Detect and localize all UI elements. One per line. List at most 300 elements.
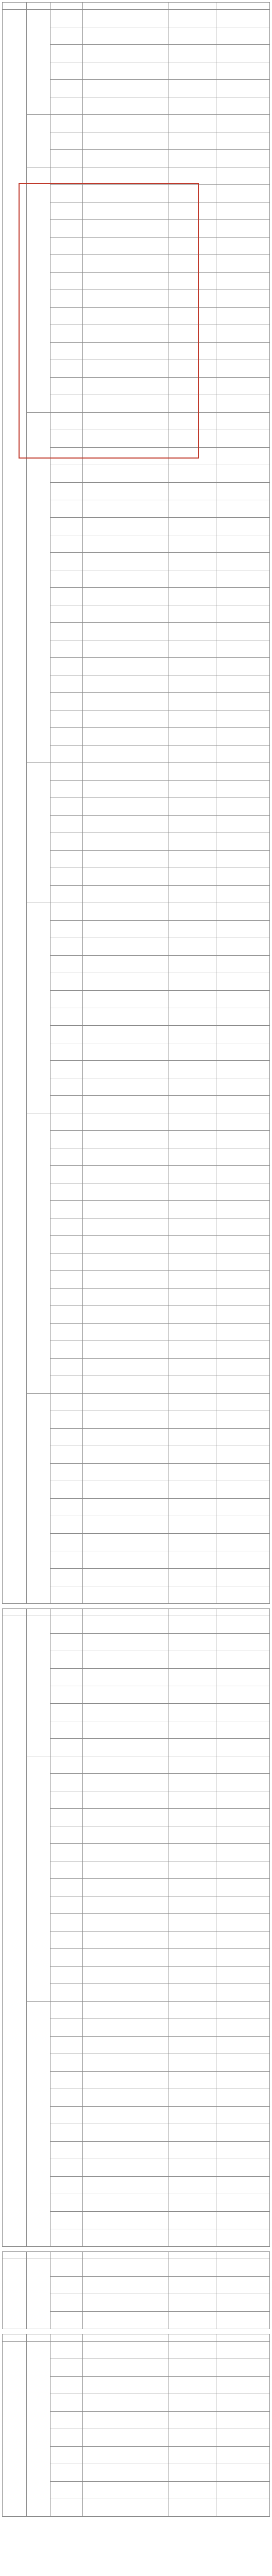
phone-cell [216,2447,270,2464]
phone-cell [216,2072,270,2089]
phone-cell [216,1931,270,1949]
hours-cell [168,1253,216,1271]
name-cell [50,1481,82,1499]
name-cell [50,1534,82,1551]
phone-cell [216,1131,270,1148]
hours-cell [168,360,216,378]
address-cell [82,1826,168,1844]
name-cell [50,1686,82,1704]
phone-cell [216,728,270,745]
hours-cell [168,273,216,290]
address-cell [82,1896,168,1914]
hours-cell [168,1026,216,1043]
name-cell [50,2072,82,2089]
hours-cell [168,2142,216,2159]
phone-cell [216,465,270,483]
phone-cell [216,413,270,430]
name-cell [50,1551,82,1569]
phone-cell [216,1078,270,1096]
name-cell [50,1061,82,1078]
phone-cell [216,1651,270,1669]
name-cell [50,605,82,623]
name-cell [50,220,82,238]
hours-cell [168,255,216,273]
phone-cell [216,781,270,798]
phone-cell [216,693,270,710]
district-cell [26,1616,50,1756]
phone-cell [216,2019,270,2037]
phone-cell [216,2037,270,2054]
phone-cell [216,1774,270,1791]
hours-cell [168,2072,216,2089]
hours-cell [168,1376,216,1394]
name-cell [50,2359,82,2377]
name-cell [50,1914,82,1931]
phone-cell [216,623,270,640]
address-cell [82,1569,168,1586]
name-cell [50,1253,82,1271]
phone-cell [216,150,270,167]
address-cell [82,2054,168,2072]
hours-cell [168,1394,216,1411]
phone-cell [216,886,270,903]
name-cell [50,2294,82,2312]
hours-cell [168,1183,216,1201]
phone-cell [216,2124,270,2142]
address-cell [82,325,168,343]
hours-cell [168,868,216,886]
name-cell [50,710,82,728]
hours-cell [168,833,216,851]
hours-cell [168,1429,216,1446]
name-cell [50,325,82,343]
address-cell [82,1411,168,1429]
phone-cell [216,1394,270,1411]
hours-cell [168,693,216,710]
address-cell [82,2312,168,2329]
address-cell [82,2412,168,2429]
address-cell [82,290,168,308]
hours-cell [168,1201,216,1218]
phone-cell [216,238,270,255]
hours-cell [168,290,216,308]
phone-cell [216,1183,270,1201]
phone-cell [216,2212,270,2229]
phone-cell [216,605,270,623]
name-cell [50,115,82,132]
name-cell [50,500,82,518]
name-cell [50,535,82,553]
phone-cell [216,1809,270,1826]
name-cell [50,132,82,150]
region-cell [3,2342,27,2517]
header-cell [50,2252,82,2259]
header-cell [168,2334,216,2342]
name-cell [50,1026,82,1043]
name-cell [50,1078,82,1096]
phone-cell [216,273,270,290]
phone-cell [216,80,270,97]
name-cell [50,1704,82,1721]
hours-cell [168,851,216,868]
hours-cell [168,605,216,623]
name-cell [50,2259,82,2277]
address-cell [82,1061,168,1078]
phone-cell [216,851,270,868]
address-cell [82,1359,168,1376]
phone-cell [216,1061,270,1078]
address-cell [82,1446,168,1464]
name-cell [50,2212,82,2229]
hours-cell [168,97,216,115]
hours-cell [168,588,216,605]
hours-cell [168,1844,216,1861]
address-cell [82,1043,168,1061]
address-cell [82,1078,168,1096]
address-cell [82,728,168,745]
address-cell [82,2037,168,2054]
section-spacer [3,2329,270,2334]
table-row [3,1394,270,1411]
name-cell [50,1166,82,1183]
name-cell [50,1774,82,1791]
name-cell [50,1113,82,1131]
phone-cell [216,1551,270,1569]
address-cell [82,851,168,868]
hours-cell [168,1008,216,1026]
hours-cell [168,1616,216,1634]
name-cell [50,2177,82,2194]
hours-cell [168,2054,216,2072]
name-cell [50,360,82,378]
address-cell [82,238,168,255]
hours-cell [168,1166,216,1183]
name-cell [50,1306,82,1324]
hours-cell [168,413,216,430]
address-cell [82,150,168,167]
phone-cell [216,745,270,763]
name-cell [50,1183,82,1201]
hours-cell [168,2107,216,2124]
hours-cell [168,1586,216,1604]
address-cell [82,1289,168,1306]
name-cell [50,483,82,500]
hours-cell [168,1669,216,1686]
hours-cell [168,465,216,483]
district-cell [26,413,50,763]
name-cell [50,1756,82,1774]
address-cell [82,1551,168,1569]
address-cell [82,2259,168,2277]
hours-cell [168,658,216,675]
hours-cell [168,535,216,553]
address-cell [82,798,168,816]
address-cell [82,781,168,798]
address-cell [82,1861,168,1879]
name-cell [50,2499,82,2517]
hours-cell [168,1704,216,1721]
name-cell [50,518,82,535]
address-cell [82,1394,168,1411]
address-cell [82,80,168,97]
hours-cell [168,2019,216,2037]
table-row [3,413,270,430]
address-cell [82,833,168,851]
phone-cell [216,395,270,413]
phone-cell [216,2377,270,2394]
address-cell [82,658,168,675]
phone-cell [216,1826,270,1844]
address-cell [82,202,168,220]
phone-cell [216,378,270,395]
phone-cell [216,1464,270,1481]
address-cell [82,1429,168,1446]
name-cell [50,1616,82,1634]
hours-cell [168,2342,216,2359]
address-cell [82,1844,168,1861]
hours-cell [168,62,216,80]
hours-cell [168,1411,216,1429]
name-cell [50,728,82,745]
phone-cell [216,2002,270,2019]
name-cell [50,938,82,956]
name-cell [50,465,82,483]
phone-cell [216,1026,270,1043]
phone-cell [216,956,270,973]
name-cell [50,2124,82,2142]
hours-cell [168,728,216,745]
name-cell [50,413,82,430]
hours-cell [168,886,216,903]
header-cell [82,3,168,10]
hours-cell [168,80,216,97]
name-cell [50,1826,82,1844]
address-cell [82,1131,168,1148]
hours-cell [168,2002,216,2019]
address-cell [82,1984,168,2002]
header-cell [216,2334,270,2342]
phone-cell [216,2259,270,2277]
address-cell [82,623,168,640]
hours-cell [168,1914,216,1931]
address-cell [82,132,168,150]
hours-cell [168,430,216,448]
region-cell [3,10,27,1604]
name-cell [50,1651,82,1669]
hours-cell [168,2194,216,2212]
hours-cell [168,1271,216,1289]
phone-cell [216,202,270,220]
phone-cell [216,2142,270,2159]
phone-cell [216,1721,270,1739]
hours-cell [168,640,216,658]
address-cell [82,868,168,886]
name-cell [50,395,82,413]
address-cell [82,1534,168,1551]
hours-cell [168,2447,216,2464]
phone-cell [216,10,270,27]
district-cell [26,10,50,115]
name-cell [50,1218,82,1236]
name-cell [50,167,82,185]
phone-cell [216,2159,270,2177]
name-cell [50,273,82,290]
hours-cell [168,2412,216,2429]
name-cell [50,45,82,62]
hours-cell [168,2277,216,2294]
phone-cell [216,448,270,465]
section-spacer [3,2517,270,2522]
address-cell [82,1586,168,1604]
address-cell [82,1879,168,1896]
header-cell [50,1609,82,1616]
address-cell [82,1324,168,1341]
hours-cell [168,2124,216,2142]
hours-cell [168,973,216,991]
address-cell [82,693,168,710]
address-cell [82,1341,168,1359]
name-cell [50,1271,82,1289]
phone-cell [216,2412,270,2429]
hours-cell [168,1131,216,1148]
hours-cell [168,1324,216,1341]
phone-cell [216,2312,270,2329]
name-cell [50,1324,82,1341]
table-row [3,10,270,27]
name-cell [50,1791,82,1809]
name-cell [50,675,82,693]
address-cell [82,1306,168,1324]
hours-cell [168,1791,216,1809]
address-cell [82,1616,168,1634]
address-cell [82,710,168,728]
name-cell [50,798,82,816]
phone-cell [216,343,270,360]
hours-cell [168,2499,216,2517]
address-cell [82,413,168,430]
phone-cell [216,1686,270,1704]
name-cell [50,2277,82,2294]
name-cell [50,553,82,570]
hours-cell [168,1774,216,1791]
address-cell [82,167,168,185]
name-cell [50,1896,82,1914]
hours-cell [168,2229,216,2247]
address-cell [82,10,168,27]
name-cell [50,623,82,640]
address-cell [82,2194,168,2212]
header-cell [216,1609,270,1616]
name-cell [50,2429,82,2447]
header-cell [216,3,270,10]
hours-cell [168,2429,216,2447]
phone-cell [216,1341,270,1359]
phone-cell [216,1879,270,1896]
header-cell [26,2334,50,2342]
name-cell [50,1289,82,1306]
hours-cell [168,675,216,693]
spacer-cell [3,2329,270,2334]
address-cell [82,1026,168,1043]
hours-cell [168,395,216,413]
address-cell [82,588,168,605]
hours-cell [168,1826,216,1844]
phone-cell [216,1569,270,1586]
hours-cell [168,781,216,798]
phone-cell [216,1271,270,1289]
name-cell [50,2394,82,2412]
table-row [3,115,270,132]
name-cell [50,2159,82,2177]
phone-cell [216,868,270,886]
address-cell [82,1253,168,1271]
district-cell [26,2342,50,2517]
name-cell [50,1148,82,1166]
phone-cell [216,185,270,202]
address-cell [82,465,168,483]
name-cell [50,2019,82,2037]
name-cell [50,1499,82,1516]
name-cell [50,1236,82,1253]
phone-cell [216,1669,270,1686]
phone-cell [216,658,270,675]
address-cell [82,903,168,921]
address-cell [82,1481,168,1499]
address-cell [82,535,168,553]
phone-cell [216,167,270,185]
hours-cell [168,2359,216,2377]
name-cell [50,833,82,851]
address-cell [82,1809,168,1826]
address-cell [82,956,168,973]
address-cell [82,1686,168,1704]
phone-cell [216,535,270,553]
hours-cell [168,1739,216,1756]
phone-cell [216,675,270,693]
address-cell [82,273,168,290]
phone-cell [216,2054,270,2072]
phone-cell [216,1481,270,1499]
table-row [3,763,270,781]
header-cell [50,2334,82,2342]
address-cell [82,2277,168,2294]
name-cell [50,255,82,273]
name-cell [50,1394,82,1411]
hours-cell [168,1879,216,1896]
header-cell [3,2252,27,2259]
phone-cell [216,1043,270,1061]
spacer-cell [3,2247,270,2252]
name-cell [50,1634,82,1651]
hours-cell [168,1569,216,1586]
hours-cell [168,816,216,833]
name-cell [50,1376,82,1394]
address-cell [82,1166,168,1183]
address-cell [82,62,168,80]
phone-cell [216,483,270,500]
name-cell [50,1464,82,1481]
address-cell [82,1739,168,1756]
district-cell [26,763,50,903]
name-cell [50,1879,82,1896]
section-header-row [3,2252,270,2259]
name-cell [50,308,82,325]
phone-cell [216,2464,270,2482]
name-cell [50,202,82,220]
hours-cell [168,202,216,220]
name-cell [50,1429,82,1446]
phone-cell [216,1376,270,1394]
